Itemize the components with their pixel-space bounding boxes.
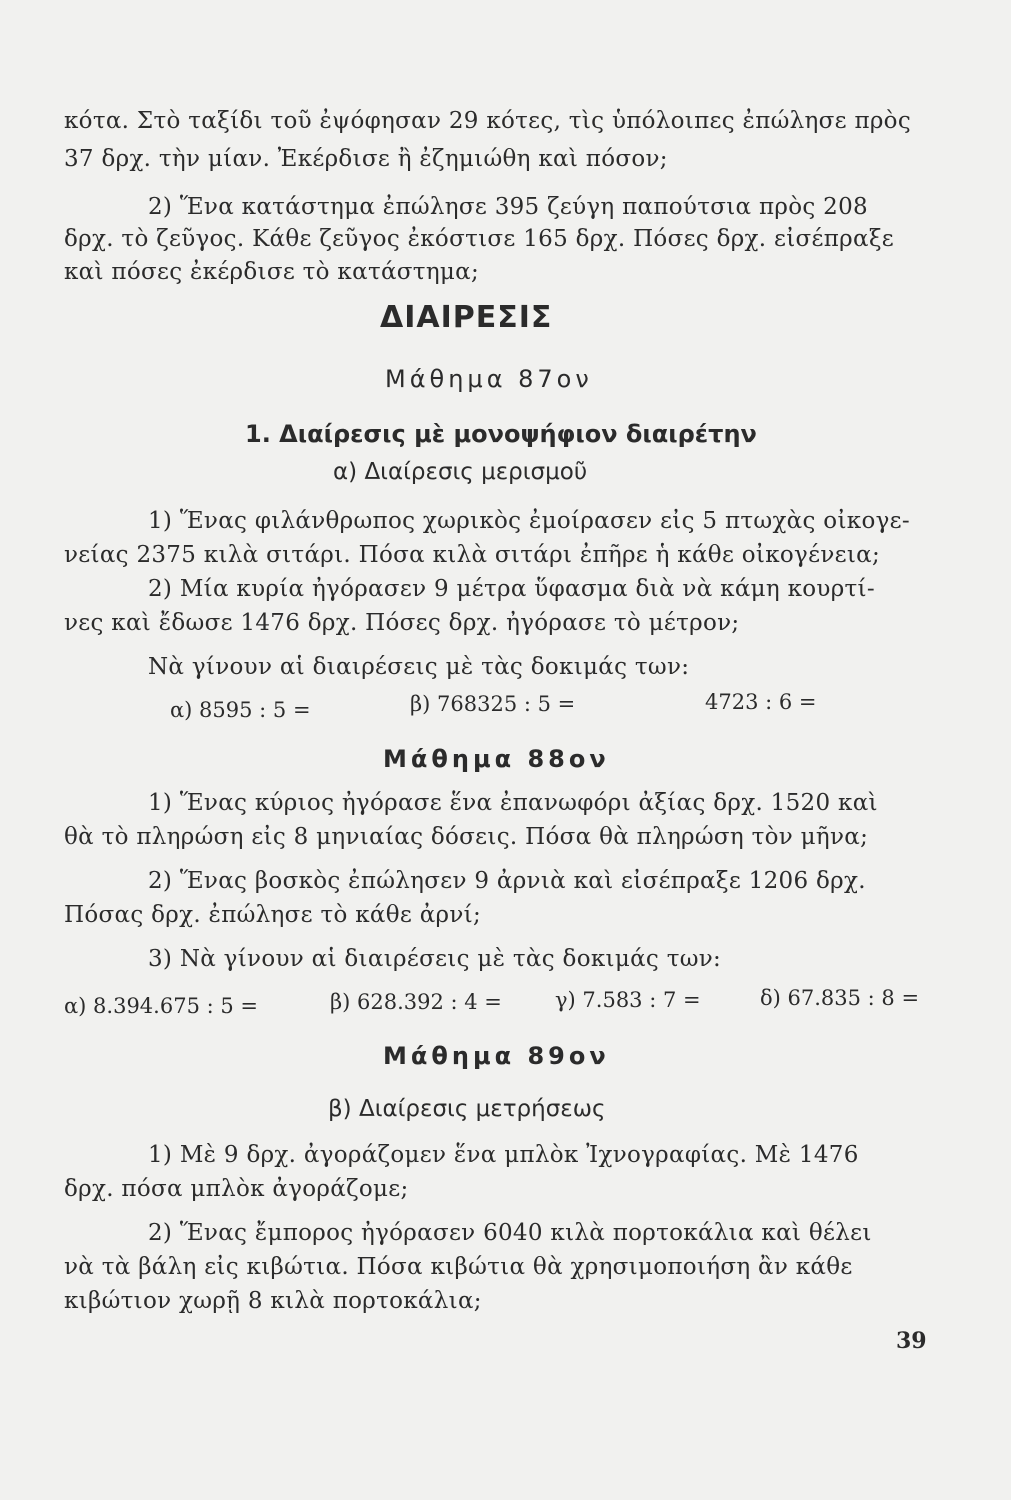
text-line: νες καὶ ἔδωσε 1476 δρχ. Πόσες δρχ. ἠγόρασε τὸ μέτρον; <box>64 610 740 636</box>
lesson-title: Μάθημα 88ον <box>383 745 610 773</box>
text-line: θὰ τὸ πληρώση εἰς 8 μηνιαίας δόσεις. Πόσα θὰ πληρώση τὸν μῆνα; <box>64 824 869 850</box>
text-line: 1) Ἕνας φιλάνθρωπος χωρικὸς ἐμοίρασεν εἰς 5 πτωχὰς οἰκογε- <box>148 508 910 534</box>
section-title: ΔΙΑΙΡΕΣΙΣ <box>380 300 553 335</box>
text-line: δρχ. τὸ ζεῦγος. Κάθε ζεῦγος ἐκόστισε 165 δρχ. Πόσες δρχ. εἰσέπραξε <box>64 226 895 252</box>
exercise: 4723 : 6 = <box>705 690 817 714</box>
text-line: 2) Ἕνας βοσκὸς ἐπώλησεν 9 ἀρνιὰ καὶ εἰσέπραξε 1206 δρχ. <box>148 868 866 894</box>
exercise: β) 768325 : 5 = <box>410 692 576 716</box>
page-number: 39 <box>896 1328 927 1354</box>
text-line: νείας 2375 κιλὰ σιτάρι. Πόσα κιλὰ σιτάρι ἐπῆρε ἡ κάθε οἰκογένεια; <box>64 542 881 568</box>
text-line: νὰ τὰ βάλη εἰς κιβώτια. Πόσα κιβώτια θὰ χρησιμοποιήση ἂν κάθε <box>64 1254 853 1280</box>
exercise: β) 628.392 : 4 = <box>330 990 502 1014</box>
text-line: 2) Μία κυρία ἠγόρασεν 9 μέτρα ὕφασμα διὰ νὰ κάμη κουρτί- <box>148 576 875 602</box>
lesson-title: Μάθημα 87ον <box>385 365 593 393</box>
exercise: γ) 7.583 : 7 = <box>555 988 701 1012</box>
exercise: α) 8595 : 5 = <box>170 698 311 722</box>
exercise: α) 8.394.675 : 5 = <box>64 994 258 1018</box>
text-line: 1) Ἕνας κύριος ἠγόρασε ἕνα ἐπανωφόρι ἀξίας δρχ. 1520 καὶ <box>148 790 878 816</box>
text-line: 2) Ἕνας ἔμπορος ἠγόρασεν 6040 κιλὰ πορτοκάλια καὶ θέλει <box>148 1220 872 1246</box>
lesson-subheading: β) Διαίρεσις μετρήσεως <box>328 1096 606 1122</box>
text-line: καὶ πόσες ἐκέρδισε τὸ κατάστημα; <box>64 259 480 285</box>
text-line: Πόσας δρχ. ἐπώλησε τὸ κάθε ἀρνί; <box>64 902 482 928</box>
text-line: δρχ. πόσα μπλὸκ ἀγοράζομε; <box>64 1176 409 1202</box>
text-line: κιβώτιον χωρῇ 8 κιλὰ πορτοκάλια; <box>64 1288 482 1314</box>
lesson-title: Μάθημα 89ον <box>383 1042 610 1070</box>
text-line: 37 δρχ. τὴν μίαν. Ἐκέρδισε ἢ ἐζημιώθη καὶ πόσον; <box>64 146 668 172</box>
text-line: 1) Μὲ 9 δρχ. ἀγοράζομεν ἕνα μπλὸκ Ἰχνογραφίας. Μὲ 1476 <box>148 1142 859 1168</box>
lesson-subheading: α) Διαίρεσις μερισμοῦ <box>333 459 588 485</box>
lesson-heading: 1. Διαίρεσις μὲ μονοψήφιον διαιρέτην <box>245 420 757 448</box>
text-line: 3) Νὰ γίνουν αἱ διαιρέσεις μὲ τὰς δοκιμάς των: <box>148 946 722 972</box>
exercise: δ) 67.835 : 8 = <box>760 986 920 1010</box>
text-line: Νὰ γίνουν αἱ διαιρέσεις μὲ τὰς δοκιμάς των: <box>148 654 690 680</box>
text-line: κότα. Στὸ ταξίδι τοῦ ἐψόφησαν 29 κότες, τὶς ὑπόλοιπες ἐπώλησε πρὸς <box>64 108 912 134</box>
text-line: 2) Ἕνα κατάστημα ἐπώλησε 395 ζεύγη παπούτσια πρὸς 208 <box>148 194 868 220</box>
